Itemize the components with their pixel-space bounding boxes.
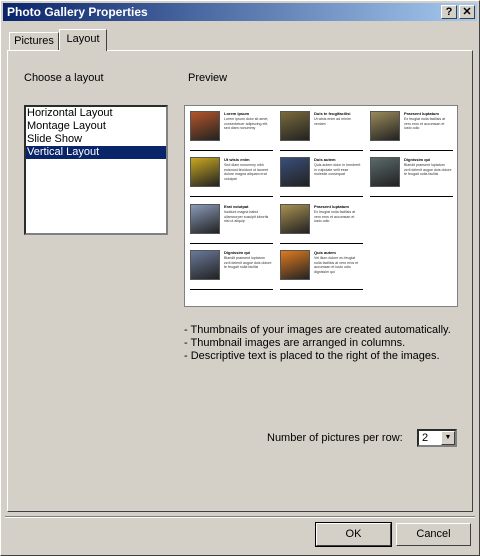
layout-option-slide-show[interactable]: Slide Show <box>27 133 83 145</box>
description-line: - Thumbnails of your images are created automatically. <box>184 324 451 336</box>
title-bar[interactable] <box>3 3 477 21</box>
layout-option-montage[interactable]: Montage Layout <box>27 120 106 132</box>
tab-pictures[interactable] <box>9 32 59 51</box>
preview-cell-text: Iscidunt magna babui ullamcorper suscipit lobortis nisl ut aliquip <box>224 210 269 223</box>
pictures-per-row-label: Number of pictures per row: <box>267 432 403 444</box>
preview-cell-title: Duis te feugifacilisi <box>314 111 351 116</box>
tab-pictures-label: Pictures <box>14 35 54 47</box>
layout-option-horizontal[interactable]: Horizontal Layout <box>27 107 113 119</box>
tab-layout-label: Layout <box>66 33 100 45</box>
cancel-button[interactable] <box>396 523 471 546</box>
button-separator <box>5 516 475 518</box>
tab-layout[interactable] <box>59 29 107 51</box>
preview-cell-title: Quis autem <box>314 250 336 255</box>
preview-cell-title: Dignissim qui <box>404 157 431 162</box>
preview-cell-text: Blandit praesent luptatum zzril delenit augue duis dolore te feugait nulla facilisi <box>224 256 272 269</box>
choose-layout-label: Choose a layout <box>24 72 104 84</box>
preview-cell-text: Lorem ipsum dolor sit amet, consectetuer adipiscing elit, sed diam nonummy <box>224 117 269 130</box>
preview-cell-title: Dignissim qui <box>224 250 251 255</box>
layout-tab-panel <box>7 50 473 512</box>
preview-cell-text: Ex feugiat nulla facilisis at vero eros et accumsan et iusto odio <box>314 210 356 223</box>
description-line: - Descriptive text is placed to the right of the images. <box>184 350 440 362</box>
preview-cell-title: Ut wisis enim <box>224 157 250 162</box>
preview-label: Preview <box>188 72 228 84</box>
help-icon: ? <box>445 6 453 18</box>
preview-cell-title: Lorem ipsum <box>224 111 250 116</box>
ok-button-label: OK <box>345 528 362 540</box>
preview-cell-text: Vel illum dolore eu feugiat nulla facilisis at vero eros et accumsan et iusto odio dignissim qui <box>314 256 359 274</box>
close-icon: ✕ <box>462 6 472 18</box>
preview-cell-title: Praesent luptatum <box>404 111 439 116</box>
preview-cell-text: Quis autem dolor in hendrerit in vulputate velit esse molestie consequat <box>314 163 361 176</box>
preview-cell-text: Blandit praesent luptatum zzril delenit augue duis dolore te feugait nulla facilisi <box>404 163 452 176</box>
pictures-per-row-value: 2 <box>422 432 429 444</box>
ok-button[interactable] <box>316 523 391 546</box>
description-line: - Thumbnail images are arranged in columns. <box>184 337 406 349</box>
help-button[interactable] <box>441 5 457 19</box>
preview-cell-text: Ex feugiat nulla facilisis at vero eros et accumsan et iusto odio <box>404 117 446 130</box>
preview-cell-text: Sed diam nonummy nibh euismod tincidunt ut laoreet dolore magna aliquam erat volutpat <box>224 163 268 181</box>
layout-option-vertical[interactable]: Vertical Layout <box>26 146 166 159</box>
close-button[interactable] <box>459 5 475 19</box>
preview-cell-title: Duis autem <box>314 157 336 162</box>
window-title: Photo Gallery Properties <box>7 5 148 19</box>
preview-cell-text: Ut wisis enim ad minim veniam <box>314 117 351 126</box>
chevron-down-icon: ▼ <box>444 434 452 441</box>
preview-cell-title: Erat volutpat <box>224 204 249 209</box>
cancel-button-label: Cancel <box>416 528 451 540</box>
preview-cell-title: Praesent luptatum <box>314 204 349 209</box>
